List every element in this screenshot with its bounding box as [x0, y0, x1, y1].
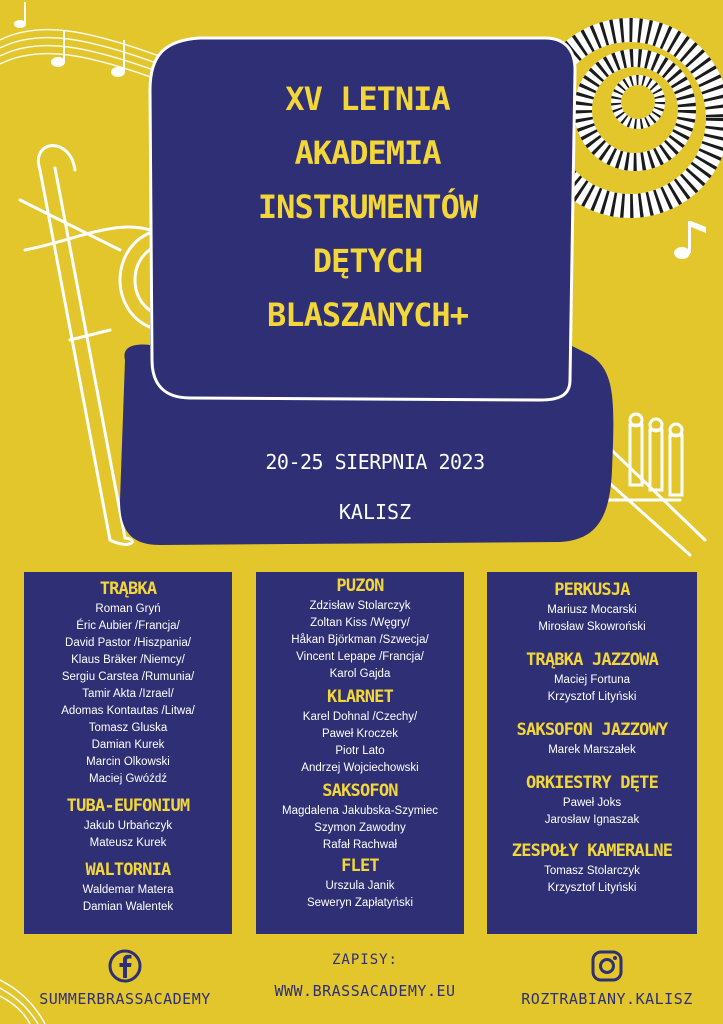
- section-title: TUBA-EUFONIUM: [66, 796, 190, 816]
- website-url: WWW.BRASSACADEMY.EU: [274, 982, 456, 1000]
- instructor-name: Damian Kurek: [91, 739, 165, 751]
- section-title: FLET: [341, 856, 379, 876]
- instructor-name: Seweryn Zapłatyński: [306, 897, 414, 909]
- instructor-name: Magdalena Jakubska-Szymiec: [282, 805, 438, 817]
- instructor-name: Klaus Bräker /Niemcy/: [71, 654, 185, 666]
- section-title: TRĄBKA JAZZOWA: [525, 650, 659, 670]
- instructors-panel-1: [24, 572, 232, 934]
- event-title: [175, 72, 560, 342]
- instructors-panel-2: [256, 572, 464, 934]
- instagram-icon: [589, 948, 625, 984]
- facebook-icon: [107, 948, 143, 984]
- section-title: SAKSOFON: [322, 781, 398, 801]
- title-line: AKADEMIA: [294, 134, 441, 172]
- instructor-name: Marek Marszałek: [548, 744, 636, 756]
- instructor-name: Mateusz Kurek: [89, 837, 167, 849]
- title-line: BLASZANYCH+: [267, 296, 468, 334]
- instructor-name: Rafał Rachwał: [322, 839, 398, 851]
- music-staff-decoration: [0, 960, 60, 1024]
- instructor-name: Urszula Janik: [325, 880, 395, 892]
- instructor-name: Paweł Kroczek: [321, 728, 399, 740]
- instructor-name: Maciej Fortuna: [553, 674, 631, 686]
- section-title: SAKSOFON JAZZOWY: [516, 720, 668, 740]
- section-title: TRĄBKA: [99, 579, 157, 599]
- instructor-name: Waldemar Matera: [82, 884, 174, 896]
- instructor-name: Vincent Lepape /Francja/: [296, 651, 424, 663]
- instructor-name: Damian Walentek: [82, 901, 174, 913]
- signup-label: ZAPISY:: [331, 952, 398, 968]
- instructor-name: Jakub Urbańczyk: [83, 820, 173, 832]
- instructor-name: Tamir Akta /Izrael/: [82, 688, 174, 700]
- instructor-name: Paweł Joks: [562, 797, 622, 809]
- instructor-name: Andrzej Wojciechowski: [301, 762, 419, 774]
- section-title: ZESPOŁY KAMERALNE: [511, 841, 673, 861]
- event-city: KALISZ: [338, 500, 412, 524]
- instructor-name: Adomas Kontautas /Litwa/: [61, 705, 195, 717]
- instructor-name: Zdzisław Stolarczyk: [309, 600, 411, 612]
- instructor-name: Tomasz Stolarczyk: [544, 865, 640, 877]
- instructor-name: Piotr Lato: [335, 745, 385, 757]
- instructor-name: Sergiu Carstea /Rumunia/: [61, 671, 195, 683]
- instructor-name: Tomasz Gluska: [88, 722, 168, 734]
- instructor-name: Mariusz Mocarski: [547, 604, 637, 616]
- event-date: 20-25 SIERPNIA 2023: [265, 450, 485, 474]
- instructors-panel-3: [487, 572, 697, 934]
- instructor-name: Karol Gajda: [329, 668, 391, 680]
- instructor-name: Marcin Olkowski: [86, 756, 170, 768]
- section-title: ORKIESTRY DĘTE: [525, 773, 659, 793]
- instructor-name: Karel Dohnal /Czechy/: [302, 711, 418, 723]
- instructor-name: Éric Aubier /Francja/: [76, 620, 180, 632]
- section-title: PUZON: [336, 576, 384, 596]
- instructor-name: Maciej Gwóźdź: [89, 773, 167, 785]
- instructor-name: Mirosław Skowroński: [538, 621, 646, 633]
- instructor-name: Krzysztof Lityński: [547, 691, 637, 703]
- facebook-handle: SUMMERBRASSACADEMY: [39, 990, 211, 1008]
- instructor-name: Håkan Björkman /Szwecja/: [291, 634, 429, 646]
- section-title: KLARNET: [326, 687, 394, 707]
- title-line: DĘTYCH: [312, 242, 423, 280]
- section-title: WALTORNIA: [85, 860, 171, 880]
- instructor-name: Jarosław Ignaszak: [544, 814, 640, 826]
- instructor-name: Krzysztof Lityński: [547, 882, 637, 894]
- title-line: XV LETNIA: [285, 80, 450, 118]
- website-link[interactable]: [270, 952, 460, 1000]
- section-title: PERKUSJA: [554, 580, 630, 600]
- instructor-name: Roman Gryń: [95, 603, 161, 615]
- instagram-handle: ROZTRABIANY.KALISZ: [521, 990, 693, 1008]
- instructor-name: David Pastor /Hiszpania/: [65, 637, 191, 649]
- instagram-link[interactable]: [512, 948, 702, 1008]
- instructor-name: Szymon Zawodny: [314, 822, 406, 834]
- title-line: INSTRUMENTÓW: [257, 188, 478, 226]
- instructor-name: Zoltan Kiss /Węgry/: [310, 617, 410, 629]
